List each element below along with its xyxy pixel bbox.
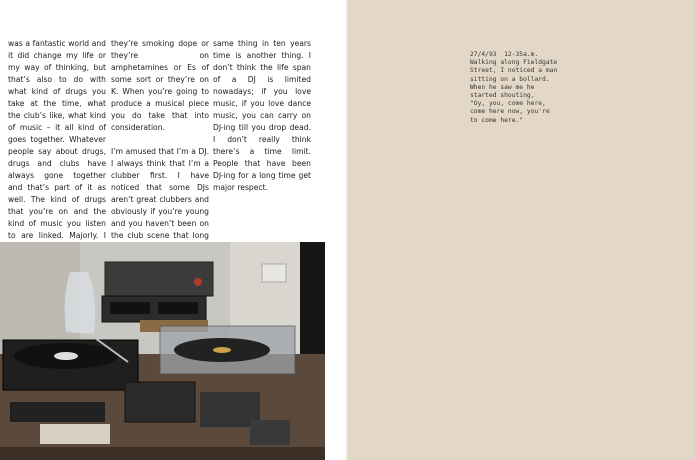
- typewritten-note: [470, 51, 590, 125]
- paragraph: I’m amused that I’m a DJ. I always think that I’m a clubber first. I have noticed that some DJs aren’t great clubbers and obviously if you’re young and you haven’t been on the club scene that long: [111, 147, 209, 240]
- note-line: started shouting,: [470, 92, 535, 100]
- paragraph: was a fantastic world and it did change my life or my way of thinking, but that’s also to do with what kind of drugs you take at the time, what the club’s like, what kind of music – it all kind of goes together. Whatever people say about drugs, drugs and clubs have always gone together and that’s part of it as well. The kind of drugs that you’re on and the kind of music you listen to are linked. Majorly. I: [8, 39, 106, 240]
- note-line: Walking along Fieldgate: [470, 59, 558, 67]
- photo-illustration: [0, 242, 325, 460]
- text-column-3: [213, 38, 311, 206]
- note-line: 27/4/93 12-35a.m.: [470, 51, 539, 58]
- paragraph: same thing in ten years time is another thing. I don’t think the life span of a DJ is limited nowadays; if you love music, if you love dance music, you can carry on DJ-ing till you drop dead. I don’t really think there’s a time limit. People that have been DJ-ing for a long time get major respect.: [213, 39, 311, 192]
- note-line: to come here.": [470, 116, 524, 124]
- note-line: sitting on a bollard.: [470, 75, 550, 83]
- note-line: Street, I noticed a man: [470, 67, 558, 75]
- note-line: When he saw me he: [470, 83, 535, 91]
- note-line: "Oy, you, come here,: [470, 100, 546, 108]
- note-line: come here now, you're: [470, 108, 550, 116]
- paragraph: they’re smoking dope or they’re on amphetamines or Es of some sort or they’re on K. When you’re going to produce a musical piece you do take that into consideration.: [111, 39, 209, 132]
- dj-equipment-photo: [0, 242, 325, 460]
